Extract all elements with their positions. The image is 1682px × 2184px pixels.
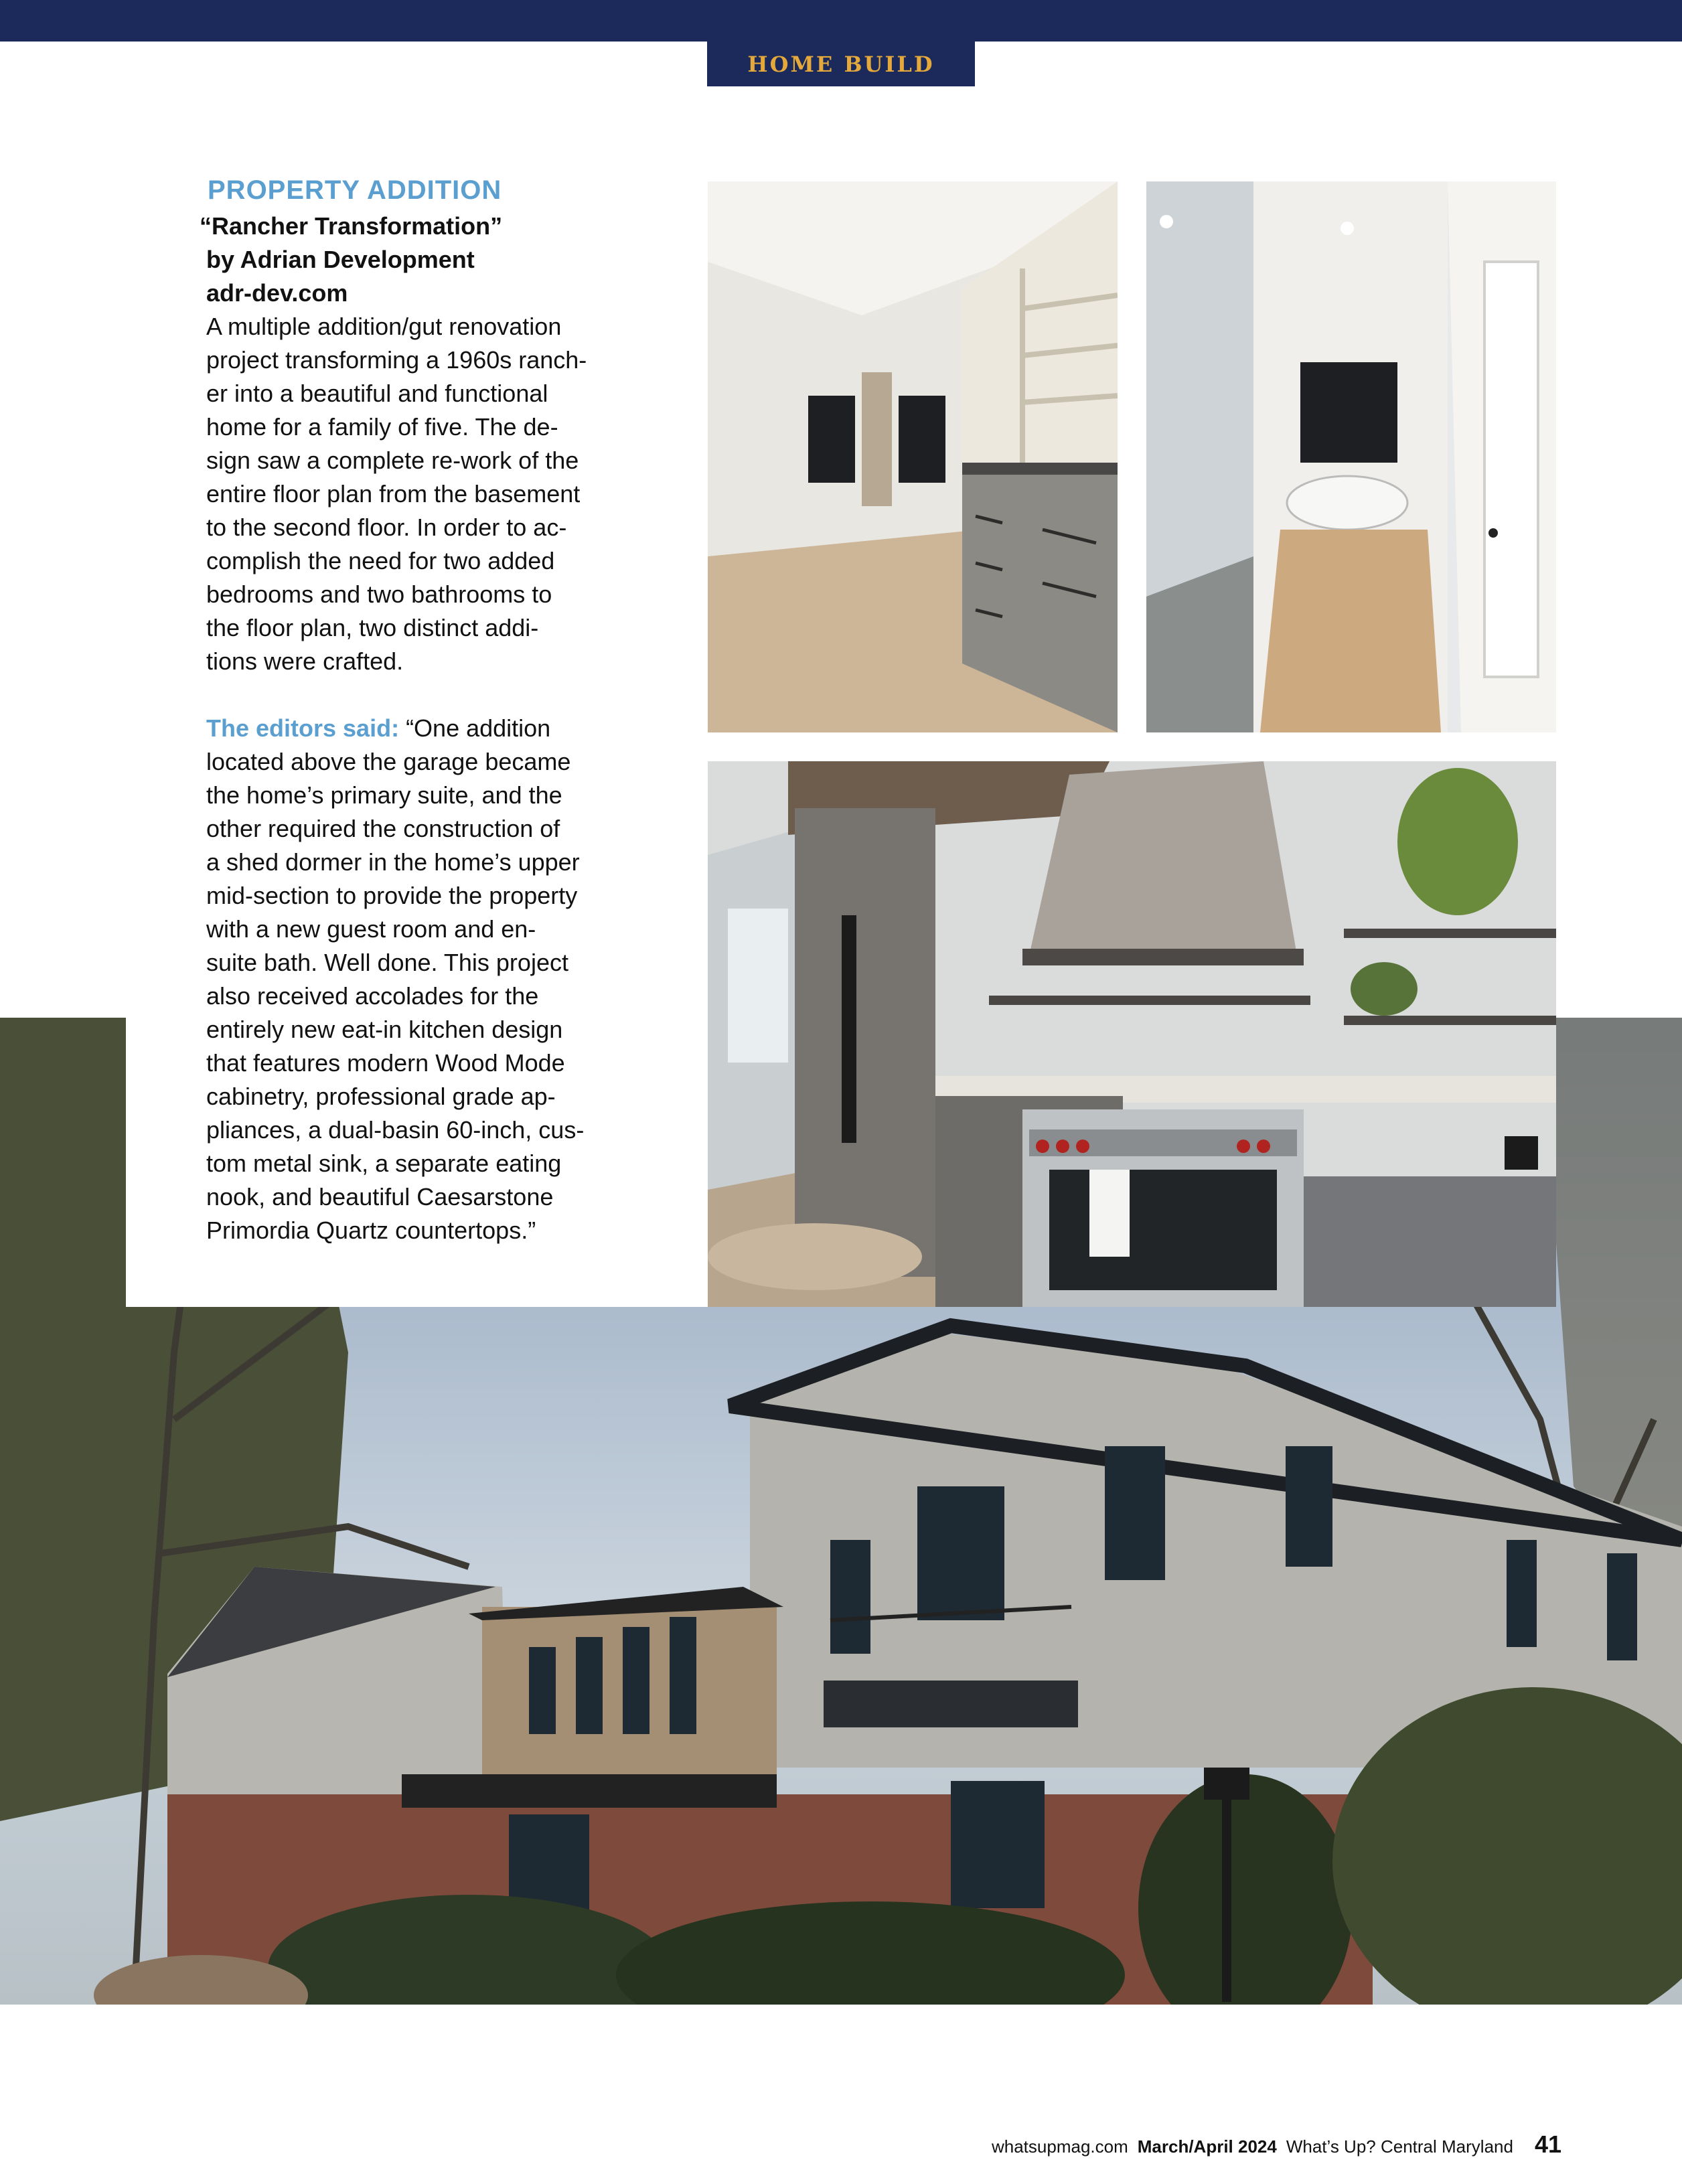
body-line: located above the garage became — [206, 748, 571, 775]
body-line: entire floor plan from the basement — [206, 480, 581, 508]
body-line: the floor plan, two distinct addi- — [206, 614, 539, 641]
body-line: A multiple addition/gut renovation — [206, 313, 562, 340]
closet-photo — [708, 181, 1118, 732]
body-line: to the second floor. In order to ac- — [206, 514, 567, 541]
article-website: adr-dev.com — [206, 279, 348, 307]
footer-magazine: What’s Up? Central Maryland — [1286, 2136, 1513, 2157]
body-line: with a new guest room and en- — [206, 915, 536, 943]
body-line: sign saw a complete re-work of the — [206, 447, 579, 474]
editors-first-line — [206, 712, 675, 745]
article-byline: by Adrian Development — [206, 246, 475, 273]
article-text — [200, 175, 675, 1247]
footer-issue: March/April 2024 — [1137, 2136, 1277, 2157]
body-line: that features modern Wood Mode — [206, 1049, 565, 1077]
body-line: nook, and beautiful Caesarstone — [206, 1183, 554, 1211]
body-line: suite bath. Well done. This project — [206, 949, 568, 976]
editors-quote — [206, 745, 675, 1247]
page-number: 41 — [1534, 2130, 1561, 2158]
body-line: other required the construction of — [206, 815, 560, 842]
body-line: tions were crafted. — [206, 647, 404, 675]
editors-label: The editors said: — [206, 714, 400, 742]
body-line: mid-section to provide the property — [206, 882, 578, 909]
body-line: a shed dormer in the home’s upper — [206, 848, 580, 876]
body-line: cabinetry, professional grade ap- — [206, 1083, 556, 1110]
body-line: project transforming a 1960s ranch- — [206, 346, 587, 374]
page-footer — [992, 2130, 1561, 2159]
section-label: HOME BUILD — [747, 51, 935, 77]
top-bar — [0, 0, 1682, 42]
body-line: er into a beautiful and functional — [206, 380, 548, 407]
footer-site: whatsupmag.com — [991, 2136, 1128, 2157]
body-line: entirely new eat-in kitchen design — [206, 1016, 563, 1043]
article-kicker: PROPERTY ADDITION — [208, 175, 502, 205]
body-line: tom metal sink, a separate eating — [206, 1150, 562, 1177]
article-title: “Rancher Transformation” — [200, 212, 503, 240]
body-line: also received accolades for the — [206, 982, 539, 1010]
body-line: Primordia Quartz countertops.” — [206, 1217, 536, 1244]
article-body — [206, 310, 675, 678]
body-line: pliances, a dual-basin 60-inch, cus- — [206, 1116, 585, 1144]
body-line: home for a family of five. The de- — [206, 413, 558, 441]
bathroom-photo — [1146, 181, 1556, 732]
body-line: the home’s primary suite, and the — [206, 781, 562, 809]
section-tab — [707, 42, 975, 86]
body-line: bedrooms and two bathrooms to — [206, 580, 552, 608]
body-line: complish the need for two added — [206, 547, 555, 574]
kitchen-photo — [708, 761, 1556, 1307]
editors-first: “One addition — [399, 714, 551, 742]
